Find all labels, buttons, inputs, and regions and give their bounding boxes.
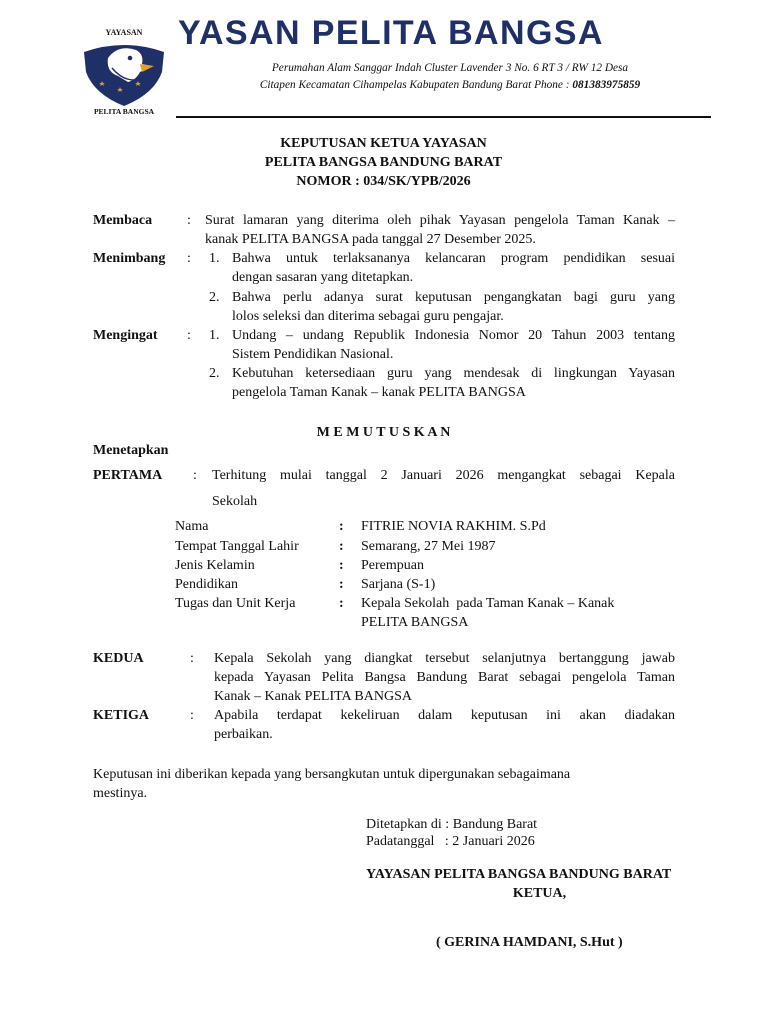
mengingat-label: Mengingat xyxy=(93,328,158,343)
kedua-line-1: Kepala Sekolah yang diangkat tersebut selanjutnya bertanggung jawab xyxy=(214,651,675,666)
identity-colon: : xyxy=(339,539,344,554)
mengingat-colon: : xyxy=(187,328,191,343)
menimbang-1-line-2: dengan sasaran yang ditetapkan. xyxy=(232,270,414,285)
membaca-colon: : xyxy=(187,213,191,228)
mengingat-num-2: 2. xyxy=(209,366,220,381)
ketiga-label: KETIGA xyxy=(93,708,150,723)
address-line-1: Perumahan Alam Sanggar Indah Cluster Lavender 3 No. 6 RT 3 / RW 12 Desa xyxy=(271,62,629,74)
identity-key: Tugas dan Unit Kerja xyxy=(175,596,296,611)
org-name: YASAN PELITA BANGSA xyxy=(178,14,604,52)
mengingat-1-line-1: Undang – undang Republik Indonesia Nomor 20 Tahun 2003 tentang xyxy=(232,328,675,343)
mengingat-1-line-2: Sistem Pendidikan Nasional. xyxy=(232,347,394,362)
menimbang-2-line-1: Bahwa perlu adanya surat keputusan pengangkatan bagi guru yang xyxy=(232,290,675,305)
menimbang-num-1: 1. xyxy=(209,251,220,266)
menetapkan-label: Menetapkan xyxy=(93,443,169,458)
menimbang-2-line-2: lolos seleksi dan diterima sebagai guru pengajar. xyxy=(232,309,504,324)
closing-line-2: mestinya. xyxy=(93,786,148,801)
identity-value: Kepala Sekolah pada Taman Kanak – Kanak xyxy=(361,596,615,611)
signature-place: Ditetapkan di : Bandung Barat xyxy=(366,817,538,832)
identity-key: Pendidikan xyxy=(175,577,238,592)
yayasan-logo xyxy=(78,24,170,116)
membaca-line-1: Surat lamaran yang diterima oleh pihak Yayasan pengelola Taman Kanak – xyxy=(205,213,675,228)
pertama-label: PERTAMA xyxy=(93,468,163,483)
identity-key: Nama xyxy=(175,519,209,534)
identity-colon: : xyxy=(339,519,344,534)
menimbang-label: Menimbang xyxy=(93,251,166,266)
logo-bottom-text: PELITA BANGSA xyxy=(93,107,155,116)
identity-colon: : xyxy=(339,577,344,592)
pertama-line-2: Sekolah xyxy=(212,494,258,509)
mengingat-num-1: 1. xyxy=(209,328,220,343)
menimbang-colon: : xyxy=(187,251,191,266)
membaca-line-2: kanak PELITA BANGSA pada tanggal 27 Desember 2025. xyxy=(205,232,536,247)
identity-key: Tempat Tanggal Lahir xyxy=(175,539,299,554)
closing-line-1: Keputusan ini diberikan kepada yang bersangkutan untuk dipergunakan sebagaimana xyxy=(93,767,571,782)
signature-name: ( GERINA HAMDANI, S.Hut ) xyxy=(436,935,623,950)
identity-key: Jenis Kelamin xyxy=(175,558,255,573)
signature-role: KETUA, xyxy=(512,886,567,901)
pertama-line-1: Terhitung mulai tanggal 2 Januari 2026 mengangkat sebagai Kepala xyxy=(212,468,675,483)
kedua-line-3: Kanak – Kanak PELITA BANGSA xyxy=(214,689,412,704)
menimbang-1-line-1: Bahwa untuk terlaksananya kelancaran program pendidikan sesuai xyxy=(232,251,675,266)
identity-value: Perempuan xyxy=(361,558,424,573)
mengingat-2-line-2: pengelola Taman Kanak – kanak PELITA BANGSA xyxy=(232,385,526,400)
kedua-label: KEDUA xyxy=(93,651,144,666)
identity-colon: : xyxy=(339,596,344,611)
eagle-shield-icon xyxy=(78,24,170,116)
identity-value-cont: PELITA BANGSA xyxy=(361,615,469,630)
pertama-colon: : xyxy=(193,468,197,483)
menimbang-num-2: 2. xyxy=(209,290,220,305)
membaca-label: Membaca xyxy=(93,213,153,228)
title-line-3: NOMOR : 034/SK/YPB/2026 xyxy=(296,174,471,189)
signature-org: YAYASAN PELITA BANGSA BANDUNG BARAT xyxy=(366,867,672,882)
identity-value: Sarjana (S-1) xyxy=(361,577,436,592)
address-line-2-text: Citapen Kecamatan Cihampelas Kabupaten Bandung Barat Phone : xyxy=(259,79,573,91)
memutuskan-heading: M E M U T U S K A N xyxy=(316,425,451,440)
logo-top-text: YAYASAN xyxy=(105,28,143,37)
letterhead-rule xyxy=(176,116,711,118)
kedua-line-2: kepada Yayasan Pelita Bangsa Bandung Barat sebagai pengelola Taman xyxy=(214,670,675,685)
phone-number: 081383975859 xyxy=(572,79,641,91)
identity-colon: : xyxy=(339,558,344,573)
identity-value: FITRIE NOVIA RAKHIM. S.Pd xyxy=(361,519,546,534)
mengingat-2-line-1: Kebutuhan ketersediaan guru yang mendesak di lingkungan Yayasan xyxy=(232,366,675,381)
ketiga-colon: : xyxy=(190,708,194,723)
title-line-1: KEPUTUSAN KETUA YAYASAN xyxy=(280,136,487,151)
ketiga-line-2: perbaikan. xyxy=(214,727,273,742)
kedua-colon: : xyxy=(190,651,194,666)
title-line-2: PELITA BANGSA BANDUNG BARAT xyxy=(264,155,503,170)
signature-date: Padatanggal : 2 Januari 2026 xyxy=(366,834,535,849)
ketiga-line-1: Apabila terdapat kekeliruan dalam keputusan ini akan diadakan xyxy=(214,708,675,723)
address-line-2 xyxy=(190,79,710,91)
identity-value: Semarang, 27 Mei 1987 xyxy=(361,539,496,554)
